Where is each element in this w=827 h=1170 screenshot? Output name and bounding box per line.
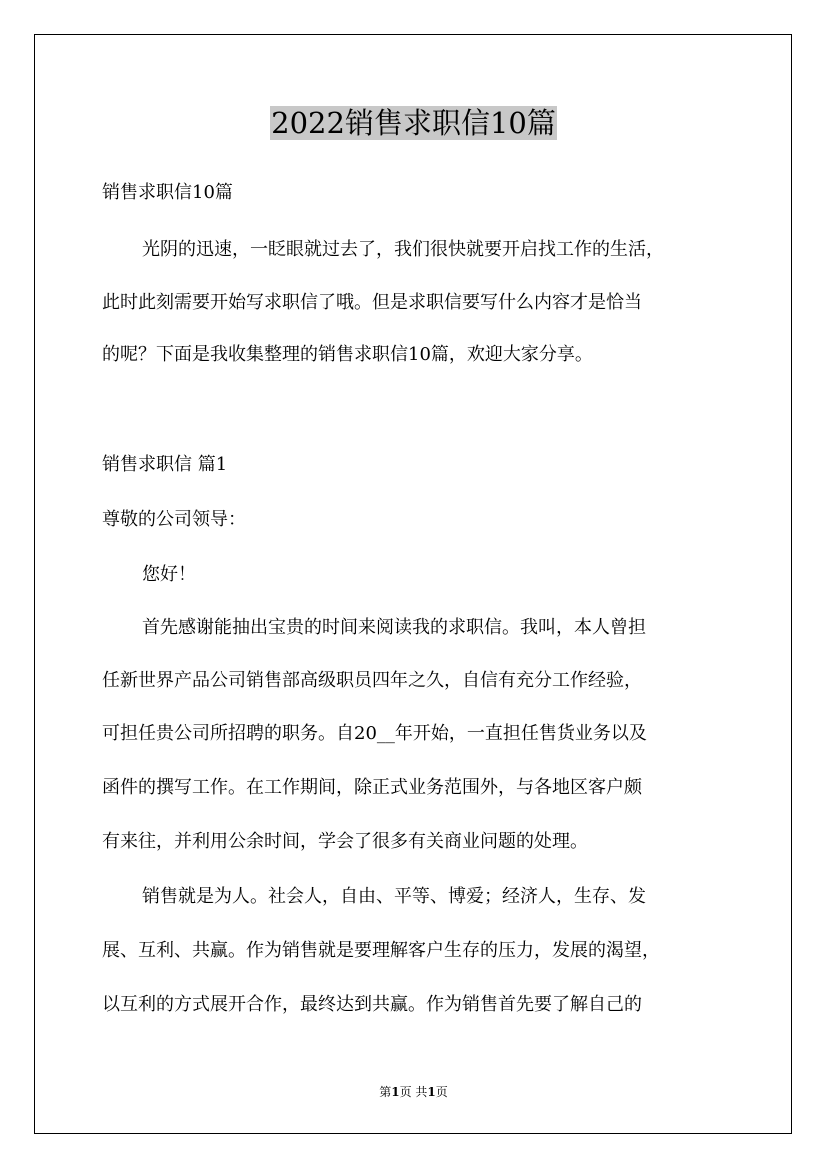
total-page-number: 1 [427,1085,436,1099]
document-title: 2022销售求职信10篇 [271,106,556,140]
paragraph-line: 销售就是为人。社会人，自由、平等、博爱；经济人，生存、发 [142,886,646,907]
paragraph-line: 以互利的方式展开合作，最终达到共赢。作为销售首先要了解自己的 [102,994,642,1015]
page-footer: 第1页 共1页 [379,1085,448,1099]
paragraph-line: 有来往，并利用公余时间，学会了很多有关商业问题的处理。 [102,831,588,852]
salutation: 尊敬的公司领导： [102,509,246,530]
paragraph-line: 此时此刻需要开始写求职信了哦。但是求职信要写什么内容才是恰当 [102,292,642,313]
paragraph-line: 函件的撰写工作。在工作期间，除正式业务范围外，与各地区客户颇 [102,777,642,798]
section-heading: 销售求职信10篇 [102,182,233,203]
paragraph-line: 可担任贵公司所招聘的职务。自20__年开始，一直担任售货业务以及 [102,723,647,744]
paragraph-line: 光阴的迅速，一眨眼就过去了，我们很快就要开启找工作的生活， [142,239,664,260]
paragraph-line: 展、互利、共赢。作为销售就是要理解客户生存的压力，发展的渴望， [102,940,660,961]
paragraph-line: 的呢？下面是我收集整理的销售求职信10篇，欢迎大家分享。 [102,344,593,365]
current-page-number: 1 [391,1085,400,1099]
paragraph-line: 任新世界产品公司销售部高级职员四年之久，自信有充分工作经验， [102,670,642,691]
greeting: 您好！ [142,564,196,585]
paragraph-line: 首先感谢能抽出宝贵的时间来阅读我的求职信。我叫，本人曾担 [142,617,646,638]
letter-heading: 销售求职信 篇1 [102,454,228,475]
